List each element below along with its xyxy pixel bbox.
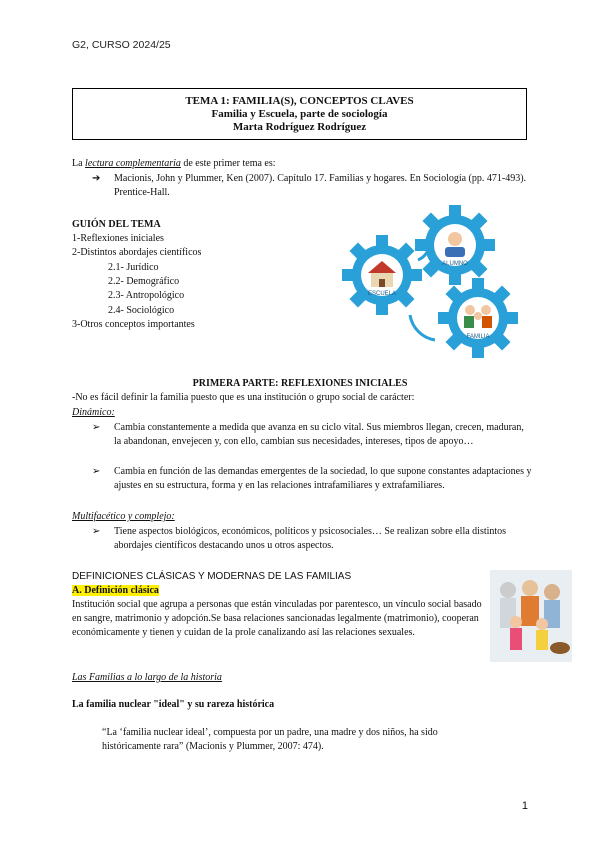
reference-text: Macionis, John y Plummer, Ken (2007). Capítulo 17. Familias y hogares. En Sociología (pp. 471-493). Prentice-Hall. — [114, 173, 527, 198]
lectura-complementaria-link[interactable]: lectura complementaria — [85, 158, 181, 169]
dinamico-bullet — [92, 421, 532, 449]
gears-illustration — [330, 200, 530, 370]
page-number: 1 — [521, 800, 528, 812]
guion-item: 1-Reflexiones iniciales — [72, 233, 164, 244]
title-line-1: TEMA 1: FAMILIA(S), CONCEPTOS CLAVES — [185, 95, 414, 107]
title-line-2: Familia y Escuela, parte de sociología — [211, 108, 388, 120]
bullet-text: Cambia constantemente a medida que avanza en su ciclo vital. Sus miembros llegan, crecen, maduran, la abandonan, envejecen y, con ello, cambian sus necesidades, intereses, tipos de apoyo… — [114, 422, 524, 447]
gear-label-familia: FAMILIA — [466, 334, 490, 340]
arrow-icon — [410, 315, 435, 340]
family-photo — [490, 570, 572, 662]
arrow-icon: ➔ — [92, 173, 101, 184]
guion-item: 2.1- Jurídico — [108, 262, 159, 273]
part1-intro: -No es fácil definir la familia puesto que es una institución o grupo social de carácter: — [72, 392, 415, 403]
bullet-text: Cambia en función de las demandas emergentes de la sociedad, lo que supone constantes adaptaciones y ajustes en su estructura, forma y en las relaciones intrafamiliares y extrafamiliares. — [114, 466, 532, 491]
multifacetico-bullet — [92, 525, 532, 553]
reference-item — [92, 172, 532, 200]
arrowhead-bullet-icon: ➢ — [92, 526, 101, 537]
dinamico-bullet — [92, 465, 532, 493]
history-title: Las Familias a lo largo de la historia — [72, 672, 222, 683]
title-line-3: Marta Rodríguez Rodríguez — [232, 121, 367, 133]
guion-title: GUIÓN DEL TEMA — [72, 219, 161, 230]
multifacetico-label: Multifacético y complejo: — [72, 511, 175, 522]
guion-item: 2-Distintos abordajes científicos — [72, 247, 202, 258]
guion-item: 2.3- Antropológico — [108, 290, 185, 301]
gear-alumno — [415, 205, 495, 285]
gear-familia — [438, 278, 518, 358]
guion-item: 2.2- Demográfico — [108, 276, 180, 287]
gear-label-escuela: ESCUELA — [367, 291, 397, 297]
nuclear-title: La familia nuclear "ideal" y su rareza histórica — [72, 699, 275, 710]
quote: “La ‘familia nuclear ideal’, compuesta por un padre, una madre y dos niños, ha sido históricamente rara” (Macionis y Plummer, 2007: 474). — [102, 727, 438, 752]
dinamico-label: Dinámico: — [72, 407, 115, 418]
part1-title: PRIMERA PARTE: REFLEXIONES INICIALES — [192, 378, 408, 389]
bullet-text: Tiene aspectos biológicos, económicos, políticos y psicosociales… Se realizan sobre ella distintos abordajes científicos destacando unos u otros aspectos. — [114, 526, 507, 551]
arrowhead-bullet-icon: ➢ — [92, 466, 101, 477]
definition-a-title — [72, 584, 159, 598]
title-box — [72, 88, 527, 140]
definition-a-text: Institución social que agrupa a personas que están vinculadas por parentesco, un vínculo social basado en sangre, matrimonio y adopción.Se basa relaciones sancionadas legalmente (matrimonio), cooperan económicamente y tienen y cuidan de la prole canalizando así las relaciones sexuales. — [72, 599, 482, 638]
gear-label-alumno: ALUMNO — [442, 261, 468, 267]
gear-escuela — [342, 235, 422, 315]
course-header: G2, CURSO 2024/25 — [72, 39, 171, 51]
intro-suffix: de este primer tema es: — [180, 158, 276, 169]
arrowhead-bullet-icon: ➢ — [92, 422, 101, 433]
intro-prefix: La — [72, 158, 86, 169]
guion-item: 3-Otros conceptos importantes — [72, 319, 195, 330]
intro-line — [72, 157, 532, 171]
guion-item: 2.4- Sociológico — [108, 305, 175, 316]
definitions-title: DEFINICIONES CLÁSICAS Y MODERNAS DE LAS FAMILIAS — [72, 571, 352, 582]
definition-a-highlight: A. Definición clásica — [72, 585, 159, 596]
